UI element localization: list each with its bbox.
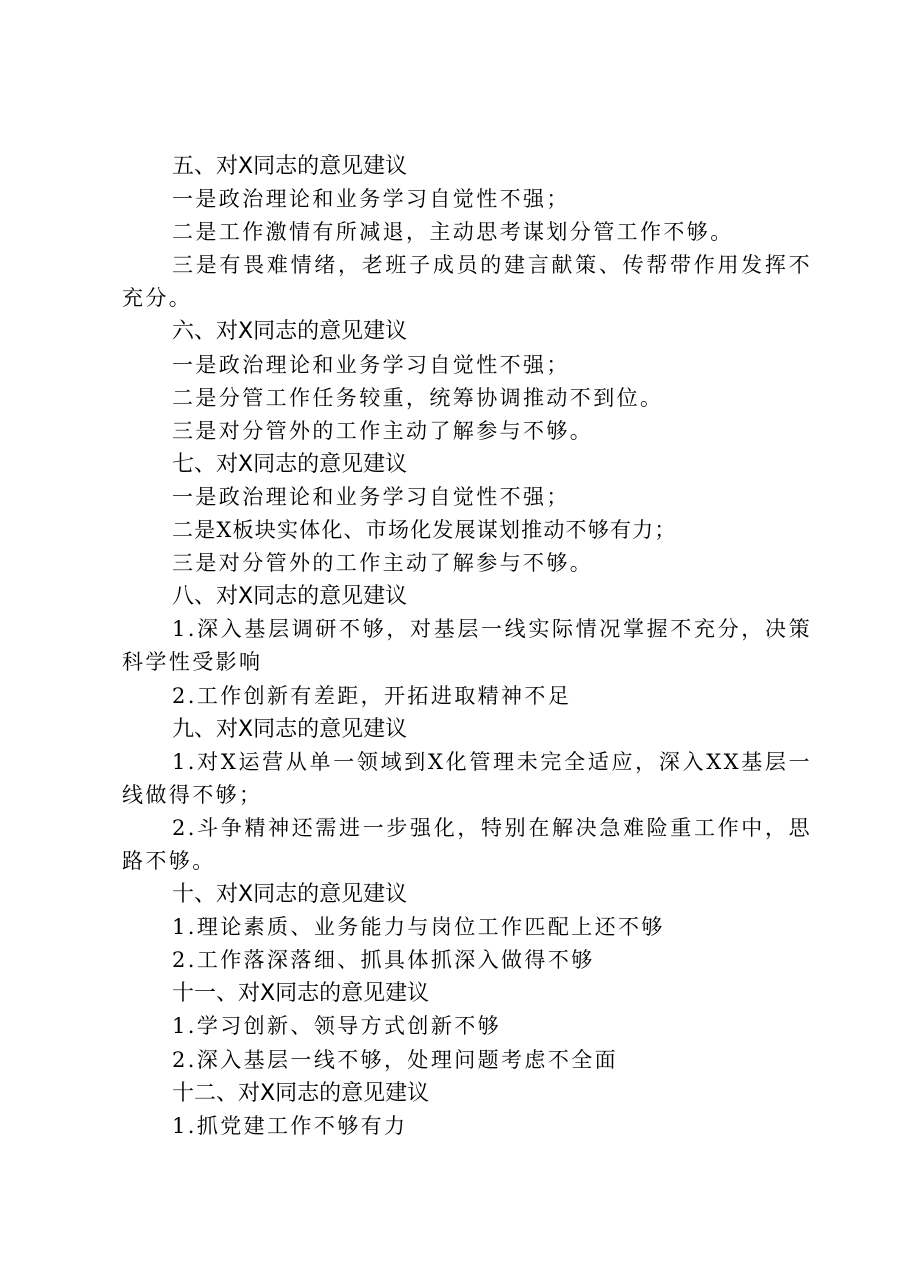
- section-heading: 八、对X同志的意见建议: [172, 584, 408, 610]
- section-item: 2.工作落深落细、抓具体抓深入做得不够: [172, 948, 595, 973]
- section-heading: 六、对X同志的意见建议: [172, 319, 408, 345]
- section-12: [122, 1077, 812, 1143]
- section-6: [122, 315, 812, 447]
- section-item: 一是政治理论和业务学习自觉性不强；: [172, 352, 570, 377]
- section-5: [122, 150, 812, 315]
- section-11: [122, 977, 812, 1076]
- section-heading: 十一、对X同志的意见建议: [172, 981, 430, 1007]
- section-item: 1.深入基层调研不够，对基层一线实际情况掌握不充分，决策科学性受影响: [122, 617, 812, 675]
- section-item: 二是分管工作任务较重，统筹协调推动不到位。: [172, 385, 664, 410]
- section-item: 三是对分管外的工作主动了解参与不够。: [172, 551, 594, 576]
- section-item: 一是政治理论和业务学习自觉性不强；: [172, 484, 570, 509]
- section-heading: 七、对X同志的意见建议: [172, 451, 408, 477]
- section-heading: 十、对X同志的意见建议: [172, 882, 408, 908]
- section-item: 1.对X运营从单一领域到X化管理未完全适应，深入XX基层一线做得不够；: [122, 749, 812, 807]
- section-item: 三是对分管外的工作主动了解参与不够。: [172, 418, 594, 443]
- section-item: 2.斗争精神还需进一步强化，特别在解决急难险重工作中，思路不够。: [122, 815, 812, 873]
- section-heading: 九、对X同志的意见建议: [172, 716, 408, 742]
- section-item: 三是有畏难情绪，老班子成员的建言献策、传帮带作用发挥不充分。: [122, 253, 812, 311]
- section-item: 2.深入基层一线不够，处理问题考虑不全面: [172, 1047, 619, 1072]
- section-10: [122, 878, 812, 977]
- section-item: 1.抓党建工作不够有力: [172, 1113, 408, 1138]
- section-item: 二是X板块实体化、市场化发展谋划推动不够有力；: [172, 518, 677, 543]
- section-item: 二是工作激情有所减退，主动思考谋划分管工作不够。: [172, 220, 734, 245]
- section-item: 2.工作创新有差距，开拓进取精神不足: [172, 683, 572, 708]
- section-heading: 十二、对X同志的意见建议: [172, 1080, 430, 1106]
- section-item: 1.学习创新、领导方式创新不够: [172, 1014, 502, 1039]
- section-item: 一是政治理论和业务学习自觉性不强；: [172, 187, 570, 212]
- section-7: [122, 448, 812, 580]
- document-body: [122, 150, 812, 1143]
- section-8: [122, 580, 812, 712]
- section-heading: 五、对X同志的意见建议: [172, 154, 408, 179]
- section-9: [122, 713, 812, 878]
- section-item: 1.理论素质、业务能力与岗位工作匹配上还不够: [172, 915, 665, 940]
